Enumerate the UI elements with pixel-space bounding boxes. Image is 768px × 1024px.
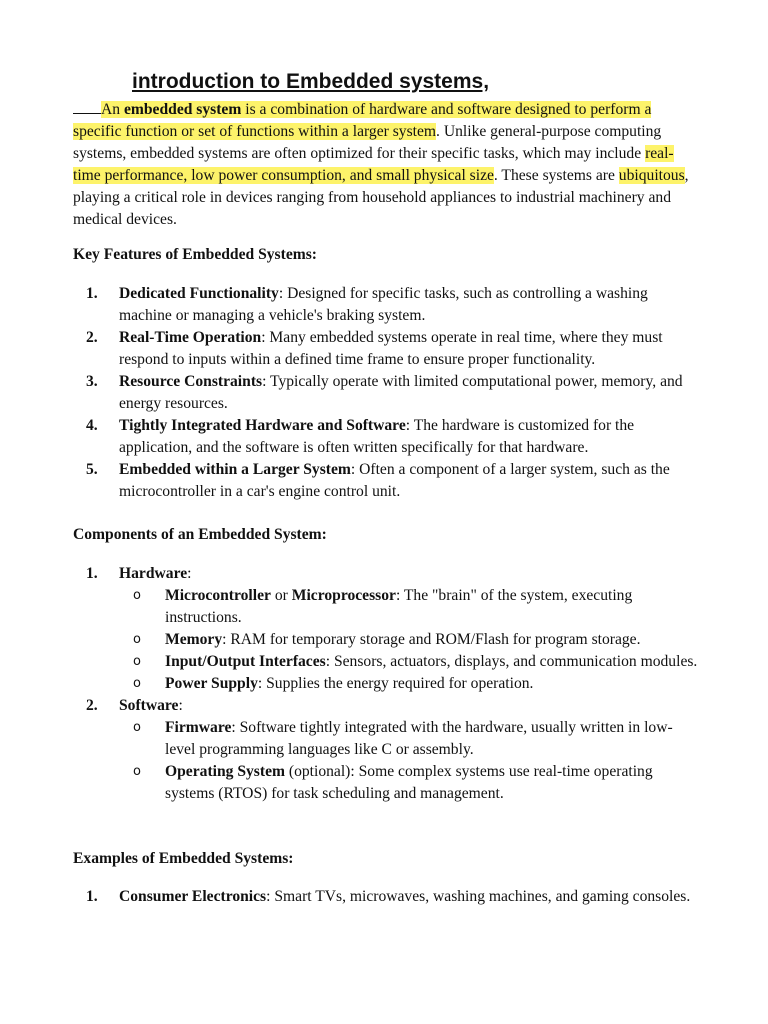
sublist-item — [119, 717, 698, 761]
sub-text: : The "brain" of the system, executing instructions. — [165, 587, 633, 626]
sub-text: : Sensors, actuators, displays, and communication modules. — [325, 653, 698, 670]
feature-text: : Often a component of a larger system, such as the microcontroller in a car's engine control unit. — [119, 461, 670, 500]
sub-term: Firmware — [165, 719, 232, 736]
list-item-hardware — [73, 563, 698, 695]
feature-text: : Typically operate with limited computational power, memory, and energy resources. — [119, 373, 683, 412]
intro-paragraph — [73, 98, 698, 231]
list-item — [73, 283, 698, 327]
list-number: 1. — [86, 565, 98, 582]
component-term: Hardware — [119, 565, 188, 582]
sub-term: Operating System — [165, 763, 285, 780]
sublist-item — [119, 761, 698, 805]
component-term: Software — [119, 697, 179, 714]
feature-text: : The hardware is customized for the application, and the software is often written specifically for that hardware. — [119, 417, 635, 456]
bullet-icon: o — [133, 588, 141, 603]
list-item — [73, 415, 698, 459]
bullet-icon: o — [133, 654, 141, 669]
feature-text: : Many embedded systems operate in real time, where they must respond to inputs within a defined time frame to ensure proper functionality. — [119, 329, 663, 368]
intro-text-3: , playing a critical role in devices ranging from household appliances to industrial machinery and medical devices. — [73, 167, 689, 228]
underline-blank — [73, 98, 101, 114]
component-colon: : — [187, 565, 192, 582]
intro-highlight-1a: An — [101, 101, 124, 118]
key-features-list — [73, 283, 698, 503]
list-number: 1. — [86, 285, 98, 302]
sub-text: : RAM for temporary storage and ROM/Flash for program storage. — [222, 631, 641, 648]
sub-term: Memory — [165, 631, 223, 648]
feature-text: : Designed for specific tasks, such as controlling a washing machine or managing a vehicle's braking system. — [119, 285, 648, 324]
feature-term: Real-Time Operation — [119, 329, 262, 346]
bullet-icon: o — [133, 632, 141, 647]
document-title: introduction to Embedded systems, — [132, 70, 490, 93]
list-item — [73, 327, 698, 371]
sub-text: (optional): Some complex systems use real-time operating systems (RTOS) for task scheduling and management. — [165, 763, 653, 802]
bullet-icon: o — [133, 764, 141, 779]
feature-term: Tightly Integrated Hardware and Software — [119, 417, 406, 434]
bullet-icon: o — [133, 720, 141, 735]
example-term: Consumer Electronics — [119, 888, 267, 905]
list-item — [73, 371, 698, 415]
key-features-heading: Key Features of Embedded Systems: — [73, 246, 317, 263]
software-sublist — [119, 717, 698, 805]
intro-text-1: . Unlike general-purpose computing systems, embedded systems are often optimized for their specific tasks, which may include — [73, 123, 662, 162]
list-number: 2. — [86, 697, 98, 714]
sub-term: Microcontroller — [165, 587, 271, 604]
feature-term: Resource Constraints — [119, 373, 263, 390]
intro-highlight-2: real-time performance, low power consumption, and small physical size — [73, 145, 674, 184]
components-list — [73, 563, 698, 805]
components-heading: Components of an Embedded System: — [73, 526, 327, 543]
sublist-item — [119, 651, 698, 673]
list-item — [73, 459, 698, 503]
list-item — [73, 886, 698, 908]
list-number: 4. — [86, 417, 98, 434]
hardware-sublist — [119, 585, 698, 695]
example-text: : Smart TVs, microwaves, washing machines, and gaming consoles. — [266, 888, 691, 905]
list-item-software — [73, 695, 698, 805]
list-number: 1. — [86, 888, 98, 905]
bullet-icon: o — [133, 676, 141, 691]
sub-mid: or — [270, 587, 292, 604]
examples-heading: Examples of Embedded Systems: — [73, 850, 294, 867]
feature-term: Dedicated Functionality — [119, 285, 279, 302]
sub-term-2: Microprocessor — [291, 587, 396, 604]
component-colon: : — [178, 697, 183, 714]
sublist-item — [119, 585, 698, 629]
examples-list — [73, 886, 698, 908]
sub-term: Power Supply — [165, 675, 258, 692]
list-number: 5. — [86, 461, 98, 478]
intro-highlight-3: ubiquitous — [618, 167, 685, 184]
sub-text: : Supplies the energy required for operation. — [257, 675, 534, 692]
feature-term: Embedded within a Larger System — [119, 461, 351, 478]
sub-term: Input/Output Interfaces — [165, 653, 326, 670]
sub-text: : Software tightly integrated with the hardware, usually written in low-level programming languages like C or assembly. — [165, 719, 673, 758]
sublist-item — [119, 629, 698, 651]
sublist-item — [119, 673, 698, 695]
intro-term-embedded-system: embedded system — [123, 101, 242, 118]
intro-text-2: . These systems are — [493, 167, 619, 184]
list-number: 3. — [86, 373, 98, 390]
intro-highlight-1b: is a combination of hardware and software designed to perform a specific function or set of functions within a larger system — [73, 101, 652, 140]
list-number: 2. — [86, 329, 98, 346]
